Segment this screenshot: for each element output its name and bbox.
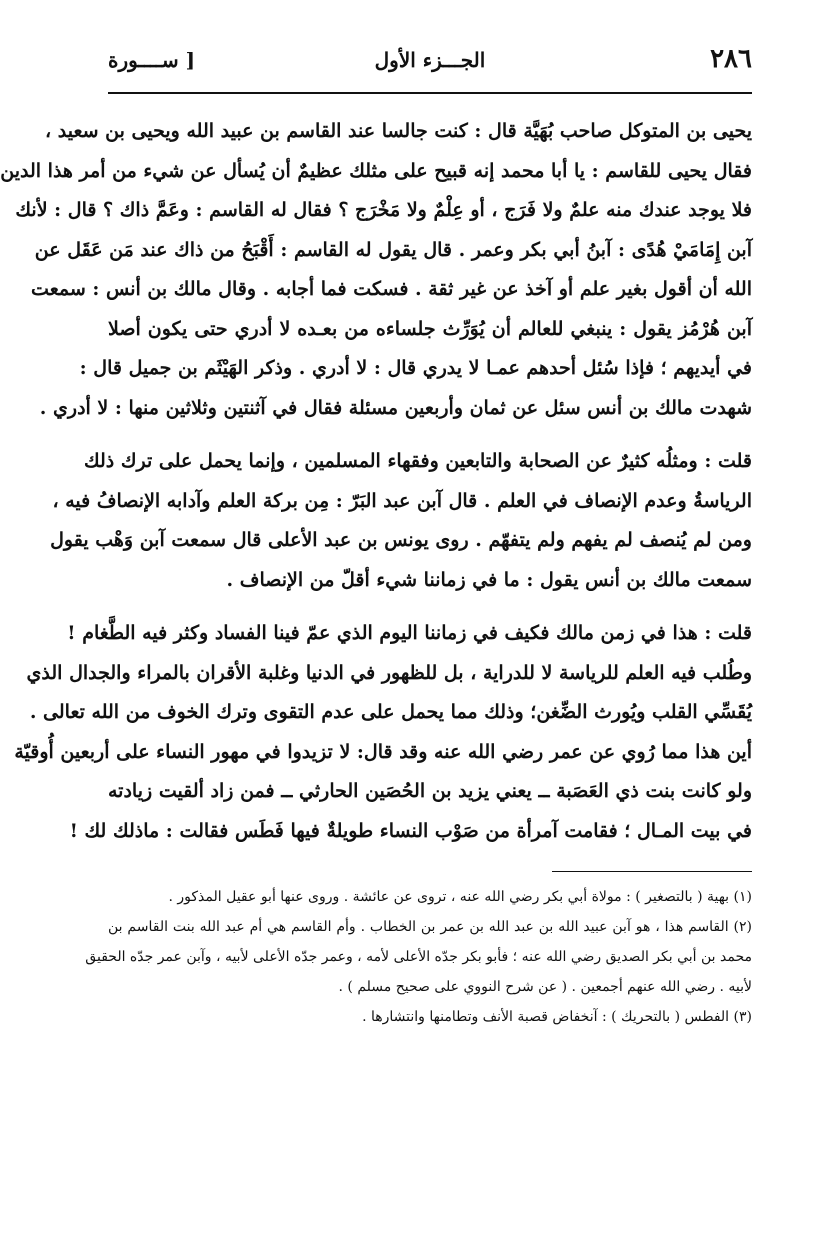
page-header (108, 40, 752, 88)
text-line: آبن هُرْمُز يقول : ينبغي للعالم أن يُوَرِّث جلساءه من بعـده لا أدري حتى يكون أصلا (108, 317, 752, 340)
text-line: ومن لم يُنصف لم يفهم ولم يتفهّم . روى يونس بن عبد الأعلى قال سمعت آبن وَهْب يقول (50, 529, 752, 551)
text-line: الله أن أقول بغير علم أو آخذ عن غير ثقة . فسكت فما أجابه . وقال مالك بن أنس : سمعت (31, 278, 752, 300)
paragraph-3 (14, 614, 753, 851)
text-line: في بيت المـال ؛ فقامت آمرأة من صَوْب النساء طويلةٌ فيها فَطَس فقالت : ماذلك لك ! (69, 819, 752, 842)
running-title: الجـــزء الأول (374, 48, 486, 72)
footnote-2: (٢) القاسم هذا ، هو آبن عبيد الله بن عبد الله بن عمر بن الخطاب . وأم القاسم هي أم عبد الله بنت القاسم بن (108, 919, 752, 935)
text-line: سمعت مالك بن أنس يقول : ما في زماننا شيء أقلّ من الإنصاف . (226, 568, 752, 591)
footnote-rule (552, 871, 752, 872)
paragraph-2 (50, 442, 752, 600)
text-line: وطُلب فيه العلم للرياسة لا للدراية ، بل للظهور في الدنيا وغلبة الأقران بالمراء والجدال الذي (26, 661, 752, 684)
text-line: فقال يحيى للقاسم : يا أبا محمد إنه قبيح على مثلك عظيمٌ أن يُسأل عن شيء من أمر هذا الدين (0, 159, 752, 182)
text-line: ولو كانت بنت ذي العَصَبة ــ يعني يزيد بن الحُصَين الحارثي ــ فمن زاد ألقيت زيادته (108, 780, 753, 802)
paragraph-1 (0, 112, 752, 428)
text-line: يحيى بن المتوكل صاحب بُهَيَّة قال : كنت جالسا عند القاسم بن عبيد الله ويحيى بن سعيد ، (45, 120, 752, 142)
page-number: ٢٨٦ (710, 44, 752, 74)
footnote-2-end: لأبيه . رضي الله عنهم أجمعين . ( عن شرح النووي على صحيح مسلم ) . (338, 979, 752, 995)
surah-label: [ ســــورة (108, 48, 196, 72)
footnote-1: (١) بهية ( بالتصغير ) : مولاة أبي بكر رضي الله عنه ، تروى عن عائشة . وروى عنها أبو عقيل المذكور . (168, 889, 752, 905)
text-line: في أيديهم ؛ فإذا سُئل أحدهم عمـا لا يدري قال : لا أدري . وذكر الهَيْثَم بن جميل قال : (79, 357, 752, 379)
text-line: قلت : ومثلُه كثيرٌ عن الصحابة والتابعين وفقهاء المسلمين ، وإنما يحمل على ترك ذلك (83, 450, 752, 472)
header-rule (108, 92, 752, 94)
text-line: أين هذا مما رُوي عن عمر رضي الله عنه وقد قال: لا تزيدوا في مهور النساء على أربعين أُوقيّة (14, 740, 752, 763)
footnote-3: (٣) الفطس ( بالتحريك ) : آنخفاض قصبة الأنف وتطامنها وانتشارها . (362, 1009, 752, 1025)
text-line: فلا يوجد عندك منه علمٌ ولا فَرَج ، أو عِلْمٌ ولا مَخْرَج ؟ فقال له القاسم : وعَمَّ ذاك ؟ قال : لأنك (15, 199, 752, 221)
text-line: شهدت مالك بن أنس سئل عن ثمان وأربعين مسئلة فقال في آثنتين وثلاثين منها : لا أدري . (39, 396, 752, 419)
text-line: قلت : هذا في زمن مالك فكيف في زماننا اليوم الذي عمّ فينا الفساد وكثر فيه الطَّغام ! (67, 622, 752, 644)
footnotes (85, 882, 752, 1032)
footnote-2-continued: محمد بن أبي بكر الصديق رضي الله عنه ؛ فأبو بكر جدّه الأعلى لأمه ، وعمر جدّه الأعلى لأبيه ، وآبن عمر جدّه الحقيق (85, 949, 752, 965)
text-line: آبن إِمَامَيْ هُدًى : آبنُ أبي بكر وعمر . قال يقول له القاسم : أَقْبَحُ من ذاك عند مَن عَقَل عن (34, 238, 752, 261)
text-line: يُقَسِّي القلب ويُورث الضِّغن؛ وذلك مما يحمل على عدم التقوى وترك الخوف من الله تعالى . (29, 701, 752, 723)
text-line: الرياسةُ وعدم الإنصاف في العلم . قال آبن عبد البَرّ : مِن بركة العلم وآدابه الإنصافُ فيه ، (52, 489, 752, 512)
main-text (0, 112, 753, 851)
